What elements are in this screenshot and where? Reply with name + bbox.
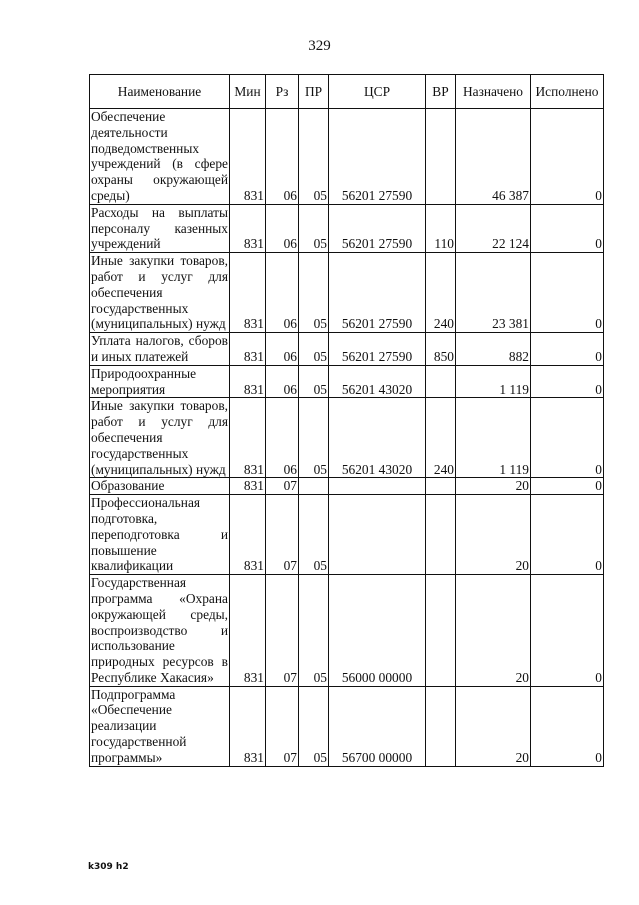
row-vr	[426, 365, 456, 398]
header-csr: ЦСР	[329, 75, 426, 109]
row-pr: 05	[299, 253, 329, 333]
row-name: Подпрограмма «Обеспечение реализации государственной программы»	[90, 686, 230, 766]
header-rz: Рз	[266, 75, 299, 109]
row-executed: 0	[531, 109, 604, 205]
row-assigned: 46 387	[456, 109, 531, 205]
table-row	[90, 253, 604, 333]
row-csr: 56201 43020	[329, 398, 426, 478]
row-assigned: 1 119	[456, 398, 531, 478]
row-min: 831	[230, 495, 266, 575]
table-row	[90, 478, 604, 495]
header-name: Наименование	[90, 75, 230, 109]
row-executed: 0	[531, 478, 604, 495]
table-row	[90, 333, 604, 366]
row-assigned: 20	[456, 495, 531, 575]
row-assigned: 882	[456, 333, 531, 366]
row-assigned: 20	[456, 686, 531, 766]
row-executed: 0	[531, 333, 604, 366]
row-name: Иные закупки товаров, работ и услуг для обеспечения государственных (муниципальных) нужд	[91, 398, 228, 477]
row-vr	[426, 575, 456, 687]
row-csr: 56700 00000	[329, 686, 426, 766]
row-name: Иные закупки товаров, работ и услуг для обеспечения государственных (муниципальных) нужд	[91, 253, 228, 332]
row-rz: 06	[266, 253, 299, 333]
row-assigned: 20	[456, 575, 531, 687]
row-rz: 06	[266, 204, 299, 252]
row-assigned: 1 119	[456, 365, 531, 398]
row-vr: 850	[426, 333, 456, 366]
row-min: 831	[230, 398, 266, 478]
table-row	[90, 109, 604, 205]
header-pr: ПР	[299, 75, 329, 109]
row-name: Природоохранные мероприятия	[90, 365, 230, 398]
row-csr: 56201 27590	[329, 253, 426, 333]
row-pr	[299, 478, 329, 495]
row-executed: 0	[531, 575, 604, 687]
row-vr	[426, 109, 456, 205]
header-vr: ВР	[426, 75, 456, 109]
footer-code: k309 h2	[88, 862, 129, 872]
row-csr	[329, 495, 426, 575]
row-vr: 240	[426, 398, 456, 478]
row-csr: 56201 27590	[329, 333, 426, 366]
row-csr: 56000 00000	[329, 575, 426, 687]
row-min: 831	[230, 686, 266, 766]
row-rz: 07	[266, 478, 299, 495]
table-row	[90, 686, 604, 766]
row-name: Государственная программа «Охрана окружающей среды, воспроизводство и использование природных ресурсов в Республике Хакасия»	[91, 575, 228, 685]
row-executed: 0	[531, 253, 604, 333]
header-executed: Исполнено	[531, 75, 604, 109]
row-pr: 05	[299, 686, 329, 766]
row-rz: 06	[266, 109, 299, 205]
row-name: Уплата налогов, сборов и иных платежей	[91, 333, 228, 364]
row-vr: 240	[426, 253, 456, 333]
row-min: 831	[230, 333, 266, 366]
row-name: Обеспечение деятельности подведомственных учреждений (в сфере охраны окружающей среды)	[91, 109, 228, 203]
row-pr: 05	[299, 333, 329, 366]
row-pr: 05	[299, 204, 329, 252]
row-vr	[426, 478, 456, 495]
row-rz: 07	[266, 575, 299, 687]
row-min: 831	[230, 204, 266, 252]
row-pr: 05	[299, 575, 329, 687]
table-row	[90, 204, 604, 252]
header-assigned: Назначено	[456, 75, 531, 109]
row-csr	[329, 478, 426, 495]
row-name: Расходы на выплаты персоналу казенных учреждений	[91, 204, 228, 252]
row-csr: 56201 43020	[329, 365, 426, 398]
row-vr	[426, 495, 456, 575]
row-min: 831	[230, 365, 266, 398]
row-executed: 0	[531, 398, 604, 478]
row-csr: 56201 27590	[329, 204, 426, 252]
row-vr: 110	[426, 204, 456, 252]
row-assigned: 22 124	[456, 204, 531, 252]
budget-table	[89, 74, 604, 767]
row-executed: 0	[531, 365, 604, 398]
row-rz: 06	[266, 365, 299, 398]
header-min: Мин	[230, 75, 266, 109]
table-row	[90, 365, 604, 398]
row-rz: 07	[266, 495, 299, 575]
row-vr	[426, 686, 456, 766]
table-header-row	[90, 75, 604, 109]
row-assigned: 20	[456, 478, 531, 495]
row-min: 831	[230, 109, 266, 205]
row-min: 831	[230, 478, 266, 495]
row-assigned: 23 381	[456, 253, 531, 333]
table-row	[90, 575, 604, 687]
table-row	[90, 398, 604, 478]
row-executed: 0	[531, 204, 604, 252]
page-number: 329	[308, 38, 331, 54]
row-executed: 0	[531, 495, 604, 575]
row-pr: 05	[299, 109, 329, 205]
row-min: 831	[230, 253, 266, 333]
row-min: 831	[230, 575, 266, 687]
row-rz: 06	[266, 398, 299, 478]
row-rz: 06	[266, 333, 299, 366]
row-name: Образование	[90, 478, 230, 495]
row-pr: 05	[299, 398, 329, 478]
row-executed: 0	[531, 686, 604, 766]
row-csr: 56201 27590	[329, 109, 426, 205]
table-row	[90, 495, 604, 575]
row-pr: 05	[299, 365, 329, 398]
row-pr: 05	[299, 495, 329, 575]
row-rz: 07	[266, 686, 299, 766]
row-name: Профессиональная подготовка, переподготовка и повышение квалификации	[91, 495, 228, 574]
